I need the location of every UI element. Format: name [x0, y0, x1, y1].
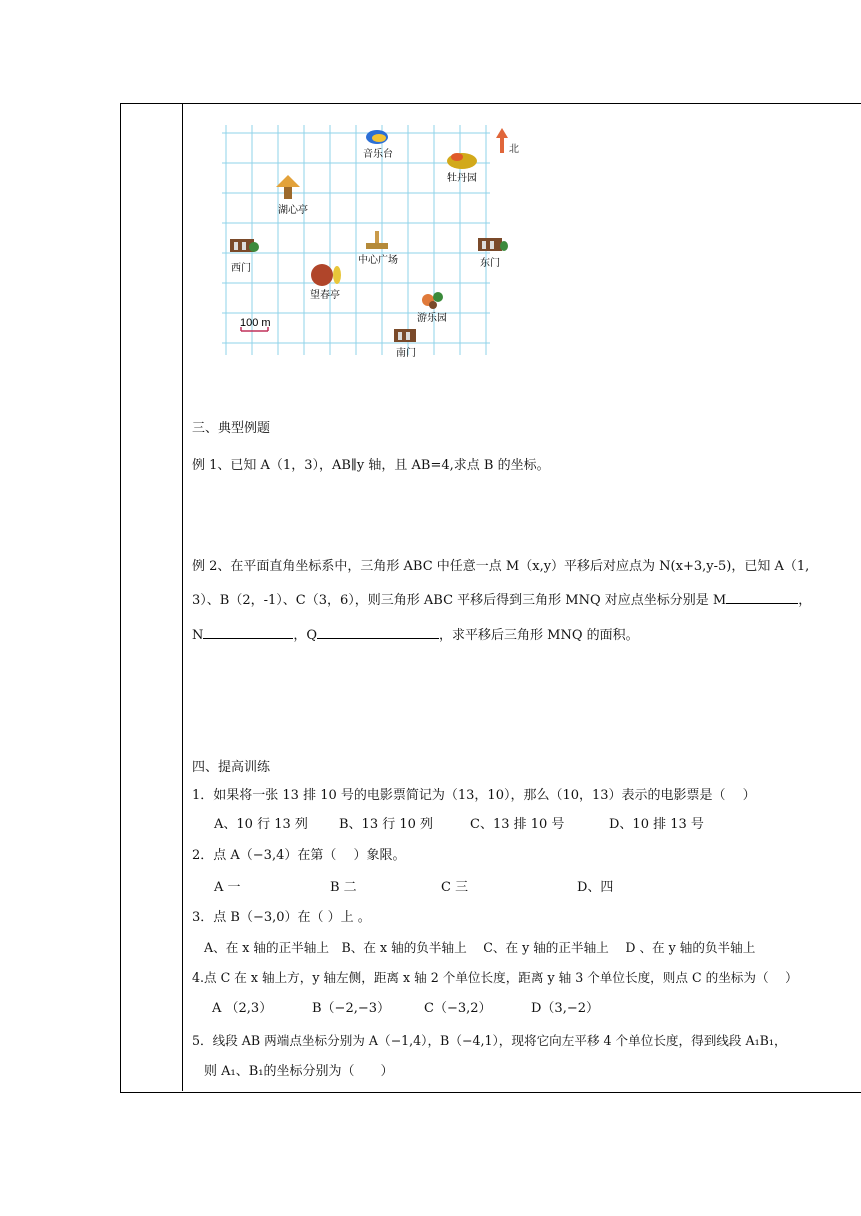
- place-peony: 牡丹园: [447, 173, 477, 184]
- blank-m: [726, 591, 798, 604]
- place-west: 西门: [231, 263, 251, 274]
- q2-option-d: D、四: [577, 880, 614, 895]
- question1: 1．如果将一张 13 排 10 号的电影票简记为（13，10），那么（10，13）表示的电影票是（ ）: [192, 788, 756, 803]
- q2-option-b: B 二: [330, 880, 357, 895]
- place-south: 南门: [396, 348, 416, 359]
- spring-pavilion-icon: [311, 264, 341, 286]
- example2-line2: 3）、B（2，-1）、C（3，6），则三角形 ABC 平移后得到三角形 MNQ 对应点坐标分别是 M ，: [192, 593, 812, 608]
- north-arrow-icon: [496, 128, 508, 153]
- peony-garden-icon: [447, 153, 477, 169]
- music-stage-icon: [366, 130, 388, 144]
- place-lake: 湖心亭: [278, 205, 308, 216]
- west-gate-icon: [230, 239, 259, 252]
- q4-option-d: D（3,−2）: [531, 1001, 599, 1016]
- q1-option-d: D、10 排 13 号: [609, 817, 704, 832]
- q3-options: A、在 x 轴的正半轴上 B、在 x 轴的负半轴上 C、在 y 轴的正半轴上 D 、在 y 轴的负半轴上: [204, 940, 756, 955]
- example2-line3: N ，Q ，求平移后三角形 MNQ 的面积。: [192, 628, 639, 643]
- q2-option-a: A 一: [214, 880, 241, 895]
- question4: 4.点 C 在 x 轴上方，y 轴左侧，距离 x 轴 2 个单位长度，距离 y 轴 3 个单位长度，则点 C 的坐标为（ ）: [192, 970, 798, 985]
- park-map: [222, 125, 519, 360]
- blank-n: [203, 626, 293, 639]
- east-gate-icon: [478, 238, 508, 251]
- column-divider: [182, 103, 183, 1091]
- north-label: 北: [509, 144, 519, 155]
- question5: 5．线段 AB 两端点坐标分别为 A（−1,4），B（−4,1），现将它向左平移 4 个单位长度，得到线段 A₁B₁，: [192, 1033, 787, 1048]
- place-spring: 望春亭: [310, 290, 340, 301]
- q4-option-a: A （2,3）: [212, 1001, 273, 1016]
- place-east: 东门: [480, 258, 500, 269]
- example2-line1: 例 2、在平面直角坐标系中，三角形 ABC 中任意一点 M（x,y）平移后对应点为 N(x+3,y-5)，已知 A（1,: [192, 559, 810, 574]
- q1-option-a: A、10 行 13 列: [214, 817, 308, 832]
- blank-q: [317, 626, 439, 639]
- question5-line2: 则 A₁、B₁的坐标分别为（ ）: [204, 1064, 394, 1079]
- pavilion-icon: [276, 175, 300, 199]
- q1-option-c: C、13 排 10 号: [470, 817, 565, 832]
- amusement-icon: [422, 292, 443, 309]
- question3: 3．点 B（−3,0）在（ ）上 。: [192, 910, 371, 925]
- example1: 例 1、已知 A（1，3），AB∥y 轴，且 AB=4,求点 B 的坐标。: [192, 458, 550, 473]
- scale-label: 100 m: [240, 317, 271, 329]
- place-music: 音乐台: [363, 149, 393, 160]
- q1-option-b: B、13 行 10 列: [339, 817, 434, 832]
- south-gate-icon: [394, 329, 416, 342]
- place-amuse: 游乐园: [417, 313, 447, 324]
- section4-heading: 四、提高训练: [192, 760, 271, 775]
- place-center: 中心广场: [358, 255, 398, 266]
- question2: 2．点 A（−3,4）在第（ ）象限。: [192, 848, 406, 863]
- q4-option-c: C（−3,2）: [424, 1001, 492, 1016]
- plaza-icon: [366, 231, 388, 249]
- section3-heading: 三、典型例题: [192, 421, 271, 436]
- q4-option-b: B（−2,−3）: [312, 1001, 391, 1016]
- q2-option-c: C 三: [441, 880, 469, 895]
